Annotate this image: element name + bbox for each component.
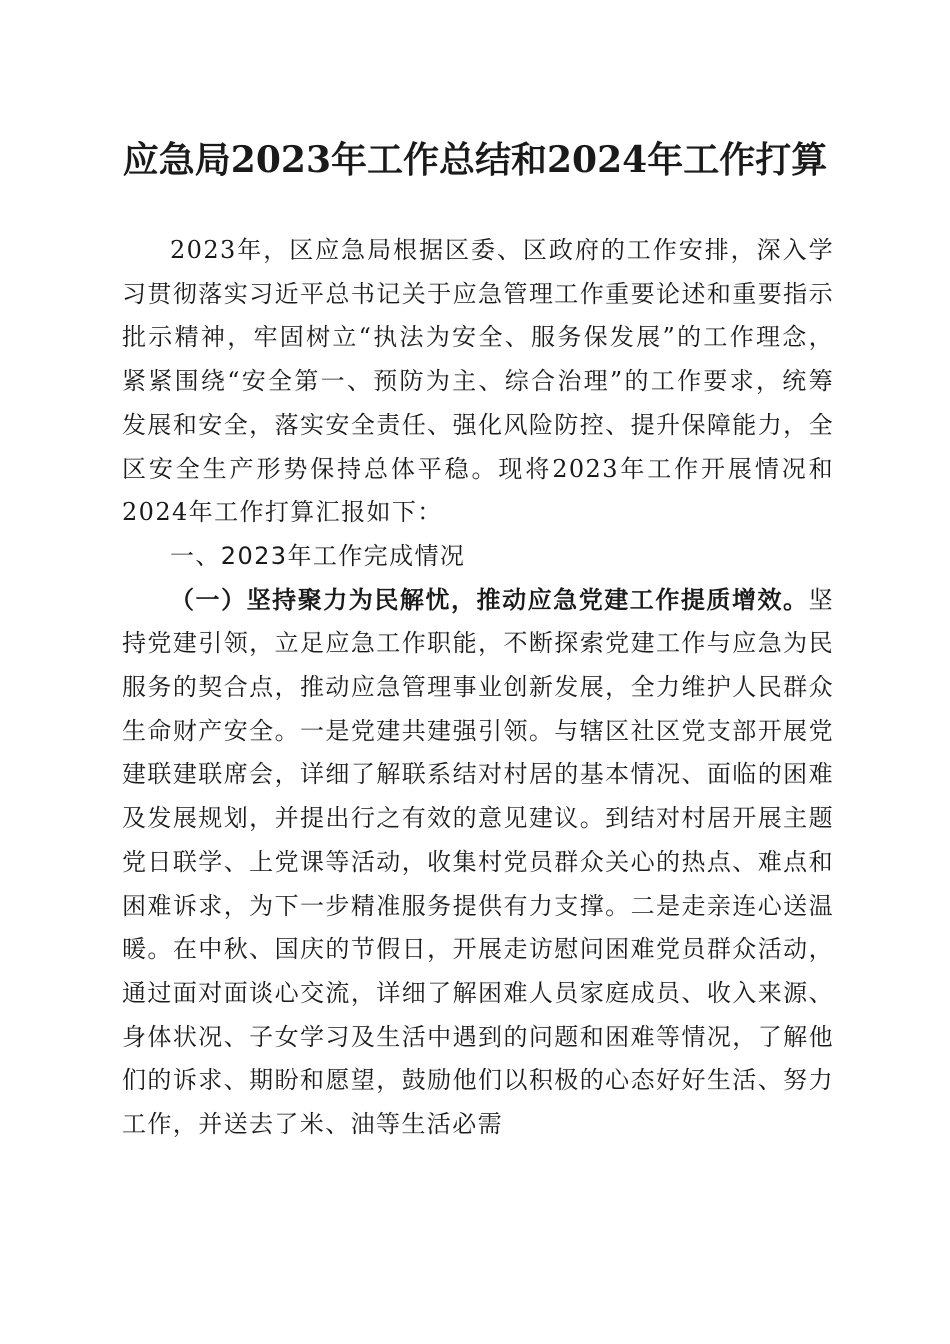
document-body: [122, 229, 834, 1147]
intro-paragraph: 2023年，区应急局根据区委、区政府的工作安排，深入学习贯彻落实习近平总书记关于应急管理工作重要论述和重要指示批示精神，牢固树立“执法为安全、服务保发展”的工作理念，紧紧围绕“安全第一、预防为主、综合治理”的工作要求，统筹发展和安全，落实安全责任、强化风险防控、提升保障能力，全区安全生产形势保持总体平稳。现将2023年工作开展情况和2024年工作打算汇报如下：: [122, 236, 834, 527]
subsection-paragraph: [122, 579, 834, 1147]
page-title: 应急局2023年工作总结和2024年工作打算: [122, 139, 828, 181]
subsection-heading: （一）坚持聚力为民解忧，推动应急党建工作提质增效。: [170, 585, 809, 614]
subsection-body: 坚持党建引领，立足应急工作职能，不断探索党建工作与应急为民服务的契合点，推动应急管理事业创新发展，全力维护人民群众生命财产安全。一是党建共建强引领。与辖区社区党支部开展党建联建联席会，详细了解联系结对村居的基本情况、面临的困难及发展规划，并提出行之有效的意见建议。到结对村居开展主题党日联学、上党课等活动，收集村党员群众关心的热点、难点和困难诉求，为下一步精准服务提供有力支撑。二是走亲连心送温暖。在中秋、国庆的节假日，开展走访慰问困难党员群众活动，通过面对面谈心交流，详细了解困难人员家庭成员、收入来源、身体状况、子女学习及生活中遇到的问题和困难等情况，了解他们的诉求、期盼和愿望，鼓励他们以积极的心态好好生活、努力工作，并送去了米、油等生活必需: [122, 585, 834, 1139]
section-heading: 一、2023年工作完成情况: [170, 541, 466, 570]
